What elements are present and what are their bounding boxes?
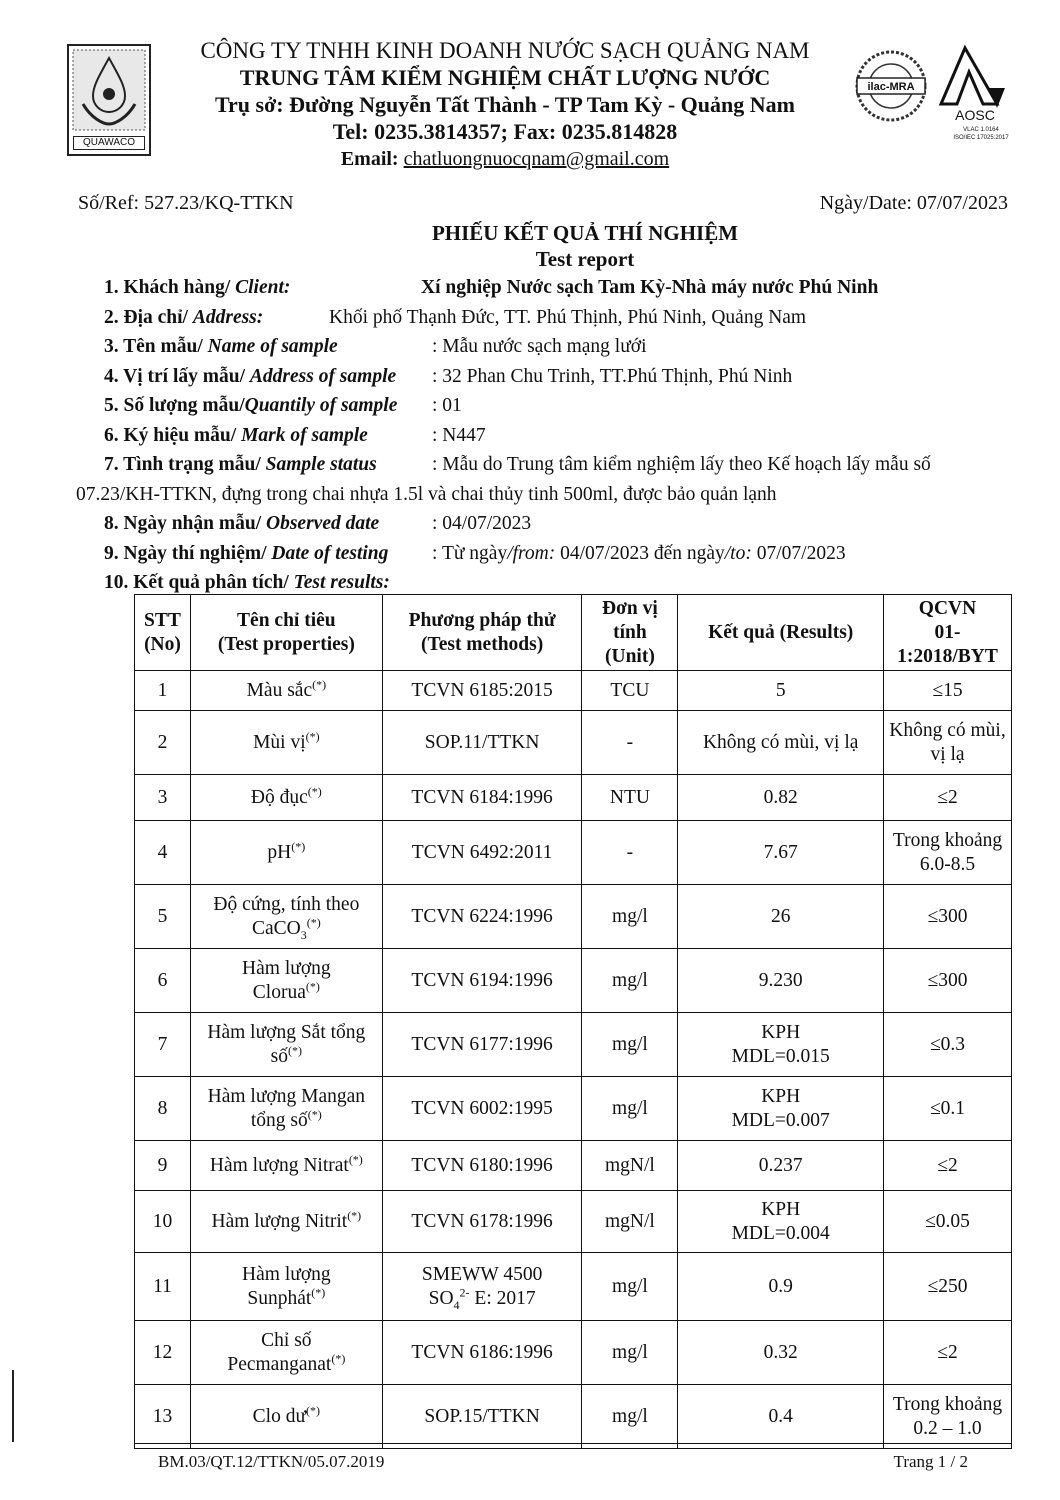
page-number: Trang 1 / 2 xyxy=(893,1452,968,1471)
cell-method: TCVN 6002:1995 xyxy=(382,1077,582,1141)
cell-standard: Trong khoảng 6.0-8.5 xyxy=(884,821,1012,885)
info-sample-location: 4. Vị trí lấy mẫu/ Address of sample : 32 Phan Chu Trinh, TT.Phú Thịnh, Phú Ninh xyxy=(104,362,1004,392)
ilac-text: ilac-MRA xyxy=(867,81,915,93)
cell-standard: ≤0.1 xyxy=(884,1077,1012,1141)
accredited-mark: (*) xyxy=(307,784,322,798)
cell-property: Hàm lượng Nitrat(*) xyxy=(190,1141,382,1191)
table-row xyxy=(135,1077,1012,1141)
cell-property: Độ đục(*) xyxy=(190,775,382,821)
reference-number: Số/Ref: 527.23/KQ-TTKN xyxy=(78,192,294,214)
cell-result: 0.9 xyxy=(678,1253,884,1321)
col-results: Kết quả (Results) xyxy=(678,595,884,671)
cell-result: 0.4 xyxy=(678,1385,884,1449)
cell-property: Hàm lượng Mangan tổng số(*) xyxy=(190,1077,382,1141)
company-name: CÔNG TY TNHH KINH DOANH NƯỚC SẠCH QUẢNG NAM xyxy=(200,38,810,63)
accredited-mark: (*) xyxy=(306,1403,321,1417)
logo-label: QUAWACO xyxy=(73,136,145,150)
vilas-text: VLAC 1.0164 xyxy=(963,127,999,133)
table-row xyxy=(135,1385,1012,1449)
mark-value: : N447 xyxy=(432,424,486,446)
cell-method: TCVN 6180:1996 xyxy=(382,1141,582,1191)
cell-unit: - xyxy=(582,711,678,775)
cell-unit: mg/l xyxy=(582,949,678,1013)
cell-no: 7 xyxy=(135,1013,191,1077)
accredited-mark: (*) xyxy=(348,1152,363,1166)
cell-no: 3 xyxy=(135,775,191,821)
col-unit: Đơn vị tính (Unit) xyxy=(582,595,678,671)
cell-standard: ≤0.3 xyxy=(884,1013,1012,1077)
cell-no: 4 xyxy=(135,821,191,885)
info-address: 2. Địa chỉ/ Address: Khối phố Thạnh Đức, TT. Phú Thịnh, Phú Ninh, Quảng Nam xyxy=(104,303,1004,333)
table-row xyxy=(135,949,1012,1013)
received-date-value: : 04/07/2023 xyxy=(432,513,532,534)
col-no: STT (No) xyxy=(135,595,191,671)
info-results-heading: 10. Kết quả phân tích/ Test results: xyxy=(104,572,390,593)
accredited-mark: (*) xyxy=(331,1351,346,1365)
cell-unit: mg/l xyxy=(582,1077,678,1141)
cell-result: Không có mùi, vị lạ xyxy=(678,711,884,775)
cell-property: Hàm lượng Clorua(*) xyxy=(190,949,382,1013)
cell-unit: mgN/l xyxy=(582,1141,678,1191)
cell-standard: ≤2 xyxy=(884,1141,1012,1191)
cell-result: KPH MDL=0.007 xyxy=(678,1077,884,1141)
cell-unit: mg/l xyxy=(582,1321,678,1385)
aosc-triangle-icon xyxy=(935,44,1017,144)
cell-method: SOP.11/TTKN xyxy=(382,711,582,775)
cell-no: 8 xyxy=(135,1077,191,1141)
iso-text: ISO/IEC 17025:2017 xyxy=(953,135,1009,141)
table-row xyxy=(135,1321,1012,1385)
cell-unit: mg/l xyxy=(582,1253,678,1321)
aosc-logo xyxy=(935,44,1017,144)
cell-property: Hàm lượng Nitrit(*) xyxy=(190,1191,382,1253)
cell-property: Màu sắc(*) xyxy=(190,671,382,711)
testing-date-value: : Từ ngày/from: 04/07/2023 đến ngày/to: 07/07/2023 xyxy=(432,542,846,564)
cell-property: Chỉ số Pecmanganat(*) xyxy=(190,1321,382,1385)
aosc-text: AOSC xyxy=(955,107,995,123)
accredited-mark: (*) xyxy=(305,979,320,993)
cell-result: 5 xyxy=(678,671,884,711)
email-label: Email: xyxy=(340,148,404,170)
cell-no: 1 xyxy=(135,671,191,711)
info-mark: 6. Ký hiệu mẫu/ Mark of sample : N447 xyxy=(104,421,1004,451)
table-row xyxy=(135,671,1012,711)
cell-standard: ≤300 xyxy=(884,885,1012,949)
results-table xyxy=(134,594,1012,1449)
info-quantity: 5. Số lượng mẫu/Quantily of sample : 01 xyxy=(104,391,1004,421)
cell-standard: ≤300 xyxy=(884,949,1012,1013)
document-header xyxy=(0,30,1060,180)
accredited-mark: (*) xyxy=(291,839,306,853)
cell-method: SOP.15/TTKN xyxy=(382,1385,582,1449)
cell-no: 12 xyxy=(135,1321,191,1385)
cell-no: 11 xyxy=(135,1253,191,1321)
cell-no: 10 xyxy=(135,1191,191,1253)
cell-result: 26 xyxy=(678,885,884,949)
accredited-mark: (*) xyxy=(312,677,327,691)
cell-method: TCVN 6492:2011 xyxy=(382,821,582,885)
cell-unit: mg/l xyxy=(582,885,678,949)
cell-unit: mg/l xyxy=(582,1013,678,1077)
sample-name-value: : Mẫu nước sạch mạng lưới xyxy=(432,336,647,357)
table-header-row xyxy=(135,595,1012,671)
table-row xyxy=(135,711,1012,775)
status-value: : Mẫu do Trung tâm kiểm nghiệm lấy theo Kế hoạch lấy mẫu số xyxy=(432,454,931,475)
cell-property: Mùi vị(*) xyxy=(190,711,382,775)
center-address: Trụ sở: Đường Nguyễn Tất Thành - TP Tam Kỳ - Quảng Nam xyxy=(215,92,795,117)
ilac-globe-icon xyxy=(853,44,929,128)
center-phone: Tel: 0235.3814357; Fax: 0235.814828 xyxy=(332,119,678,144)
cell-no: 13 xyxy=(135,1385,191,1449)
title-english: Test report xyxy=(535,247,635,271)
info-status: 7. Tình trạng mẫu/ Sample status : Mẫu do Trung tâm kiểm nghiệm lấy theo Kế hoạch lấy mẫu số xyxy=(104,450,1004,480)
form-code: BM.03/QT.12/TTKN/05.07.2019 xyxy=(158,1452,385,1471)
table-row xyxy=(135,1013,1012,1077)
cell-result: KPH MDL=0.004 xyxy=(678,1191,884,1253)
table-row xyxy=(135,821,1012,885)
quantity-value: : 01 xyxy=(432,395,462,416)
cell-property: Độ cứng, tính theo CaCO$_3$(*) xyxy=(190,885,382,949)
cell-unit: mgN/l xyxy=(582,1191,678,1253)
cell-unit: mg/l xyxy=(582,1385,678,1449)
cell-method: TCVN 6224:1996 xyxy=(382,885,582,949)
margin-mark xyxy=(12,1370,14,1442)
sample-info xyxy=(76,273,1004,598)
cell-property: Hàm lượng Sunphát(*) xyxy=(190,1253,382,1321)
col-standard: QCVN 01- 1:2018/BYT xyxy=(884,595,1012,671)
cell-standard: Trong khoảng 0.2 – 1.0 xyxy=(884,1385,1012,1449)
cell-result: 0.82 xyxy=(678,775,884,821)
table-row xyxy=(135,1141,1012,1191)
accredited-mark: (*) xyxy=(347,1208,362,1222)
cell-standard: ≤250 xyxy=(884,1253,1012,1321)
cell-method: TCVN 6178:1996 xyxy=(382,1191,582,1253)
cell-method: TCVN 6185:2015 xyxy=(382,671,582,711)
col-methods: Phương pháp thử (Test methods) xyxy=(382,595,582,671)
info-received-date: 8. Ngày nhận mẫu/ Observed date : 04/07/2023 xyxy=(104,509,1004,539)
accredited-mark: (*) xyxy=(288,1043,303,1057)
cell-method: TCVN 6194:1996 xyxy=(382,949,582,1013)
info-testing-date: 9. Ngày thí nghiệm/ Date of testing : Từ ngày/from: 04/07/2023 đến ngày/to: 07/07/2023 xyxy=(104,539,1004,569)
accredited-mark: (*) xyxy=(307,1107,322,1121)
quawaco-logo xyxy=(67,44,151,156)
col-properties: Tên chỉ tiêu (Test properties) xyxy=(190,595,382,671)
cell-no: 9 xyxy=(135,1141,191,1191)
cell-method: SMEWW 4500 $SO_4^{2-}$ E: 2017 xyxy=(382,1253,582,1321)
cell-result: 0.32 xyxy=(678,1321,884,1385)
email-link[interactable]: chatluongnuocqnam@gmail.com xyxy=(403,148,670,170)
cell-unit: NTU xyxy=(582,775,678,821)
cell-unit: - xyxy=(582,821,678,885)
cell-standard: ≤15 xyxy=(884,671,1012,711)
cell-no: 5 xyxy=(135,885,191,949)
header-text xyxy=(160,38,850,173)
cell-unit: TCU xyxy=(582,671,678,711)
cell-method: TCVN 6184:1996 xyxy=(382,775,582,821)
title-vietnamese: PHIẾU KẾT QUẢ THÍ NGHIỆM xyxy=(431,221,739,245)
cell-result: KPH MDL=0.015 xyxy=(678,1013,884,1077)
cell-standard: ≤0.05 xyxy=(884,1191,1012,1253)
cell-no: 6 xyxy=(135,949,191,1013)
water-drop-hands-icon xyxy=(69,46,149,134)
cell-result: 0.237 xyxy=(678,1141,884,1191)
cell-method: TCVN 6177:1996 xyxy=(382,1013,582,1077)
table-row xyxy=(135,775,1012,821)
cell-result: 7.67 xyxy=(678,821,884,885)
accredited-mark: (*) xyxy=(306,915,321,929)
report-title xyxy=(0,220,1060,272)
cell-result: 9.230 xyxy=(678,949,884,1013)
cell-standard: Không có mùi, vị lạ xyxy=(884,711,1012,775)
footer-divider xyxy=(134,1443,1012,1444)
cell-property: Hàm lượng Sắt tổng số(*) xyxy=(190,1013,382,1077)
table-row xyxy=(135,1253,1012,1321)
info-sample-name: 3. Tên mẫu/ Name of sample : Mẫu nước sạch mạng lưới xyxy=(104,332,1004,362)
table-row xyxy=(135,885,1012,949)
report-date: Ngày/Date: 07/07/2023 xyxy=(819,192,1008,214)
address-value: Khối phố Thạnh Đức, TT. Phú Thịnh, Phú Ninh, Quảng Nam xyxy=(329,306,807,328)
cell-standard: ≤2 xyxy=(884,1321,1012,1385)
client-value: Xí nghiệp Nước sạch Tam Kỳ-Nhà máy nước Phú Ninh xyxy=(421,277,879,298)
center-email xyxy=(160,145,850,173)
cell-standard: ≤2 xyxy=(884,775,1012,821)
accredited-mark: (*) xyxy=(311,1285,326,1299)
status-continuation: 07.23/KH-TTKN, đựng trong chai nhựa 1.5l và chai thủy tinh 500ml, được bảo quản lạnh xyxy=(76,483,777,505)
cell-method: TCVN 6186:1996 xyxy=(382,1321,582,1385)
cell-no: 2 xyxy=(135,711,191,775)
accredited-mark: (*) xyxy=(305,729,320,743)
cell-property: Clo dư(*) xyxy=(190,1385,382,1449)
center-name: TRUNG TÂM KIỂM NGHIỆM CHẤT LƯỢNG NƯỚC xyxy=(239,65,771,90)
cell-property: pH(*) xyxy=(190,821,382,885)
table-row xyxy=(135,1191,1012,1253)
info-client: 1. Khách hàng/ Client: Xí nghiệp Nước sạch Tam Kỳ-Nhà máy nước Phú Ninh xyxy=(104,273,1004,303)
sample-location-value: : 32 Phan Chu Trinh, TT.Phú Thịnh, Phú Ninh xyxy=(432,365,793,387)
ilac-mra-logo xyxy=(853,44,929,128)
